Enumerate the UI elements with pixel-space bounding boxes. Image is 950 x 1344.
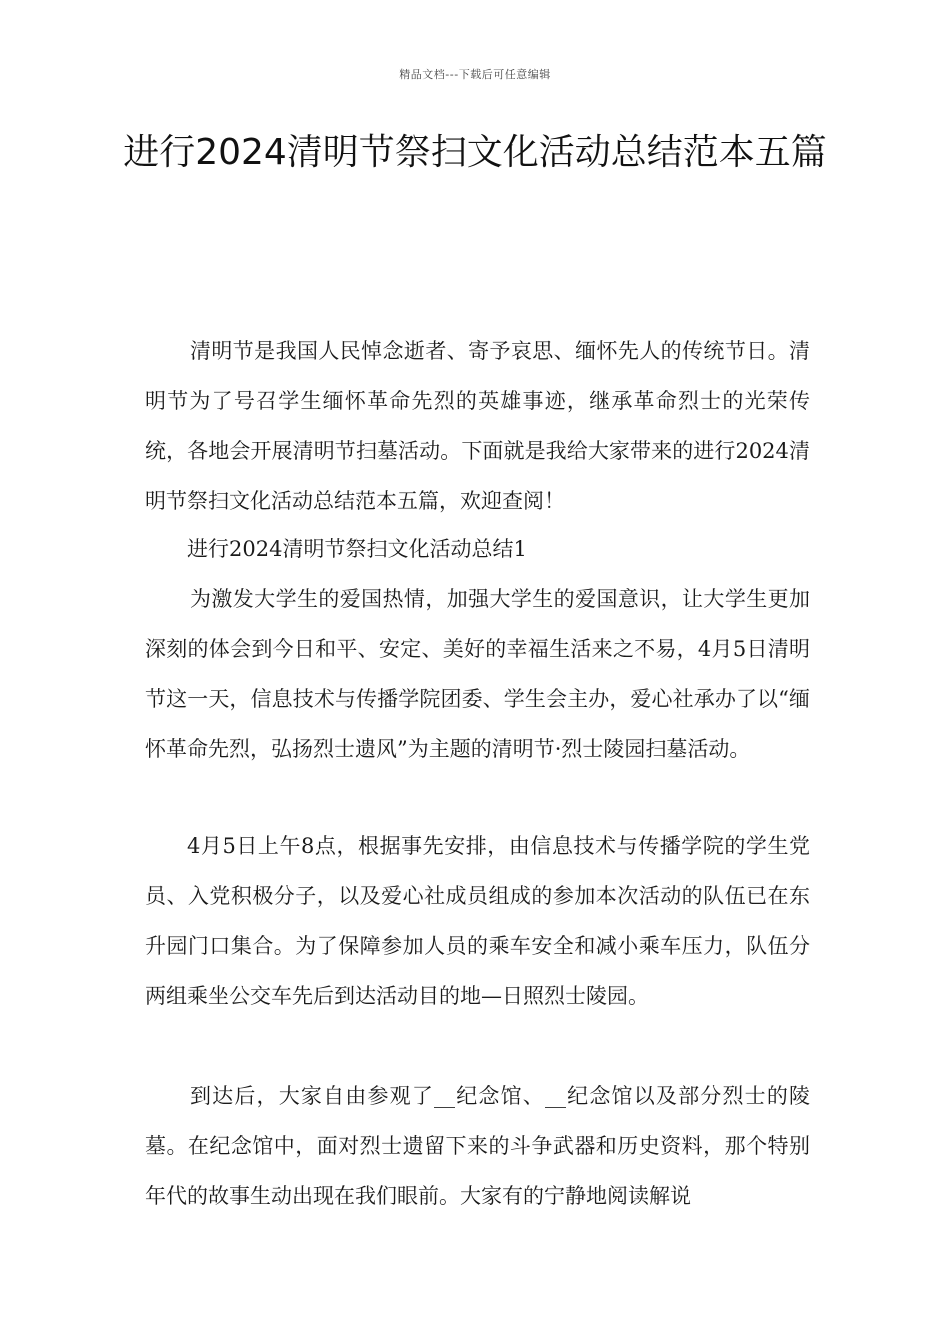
header-note: 精品文档---下载后可任意编辑 xyxy=(399,68,551,81)
section-heading: 进行2024清明节祭扫文化活动总结1 xyxy=(187,537,527,561)
intro-paragraph: 清明节是我国人民悼念逝者、寄予哀思、缅怀先人的传统节日。清明节为了号召学生缅怀革命先烈的英雄事迹，继承革命烈士的光荣传统，各地会开展清明节扫墓活动。下面就是我给大家带来的进行2024清明节祭扫文化活动总结范本五篇，欢迎查阅！ xyxy=(145,339,810,513)
body-paragraph: 4月5日上午8点，根据事先安排，由信息技术与传播学院的学生党员、入党积极分子，以及爱心社成员组成的参加本次活动的队伍已在东升园门口集合。为了保障参加人员的乘车安全和减小乘车压力，队伍分两组乘坐公交车先后到达活动目的地—日照烈士陵园。 xyxy=(145,834,810,1008)
body-paragraph: 为激发大学生的爱国热情，加强大学生的爱国意识，让大学生更加深刻的体会到今日和平、安定、美好的幸福生活来之不易，4月5日清明节这一天，信息技术与传播学院团委、学生会主办，爱心社承办了以“缅怀革命先烈，弘扬烈士遗风”为主题的清明节·烈士陵园扫墓活动。 xyxy=(145,587,810,761)
document-title: 进行2024清明节祭扫文化活动总结范本五篇 xyxy=(123,132,827,173)
body-paragraph: 到达后，大家自由参观了__纪念馆、__纪念馆以及部分烈士的陵墓。在纪念馆中，面对烈士遗留下来的斗争武器和历史资料，那个特别年代的故事生动出现在我们眼前。大家有的宁静地阅读解说 xyxy=(145,1084,810,1208)
